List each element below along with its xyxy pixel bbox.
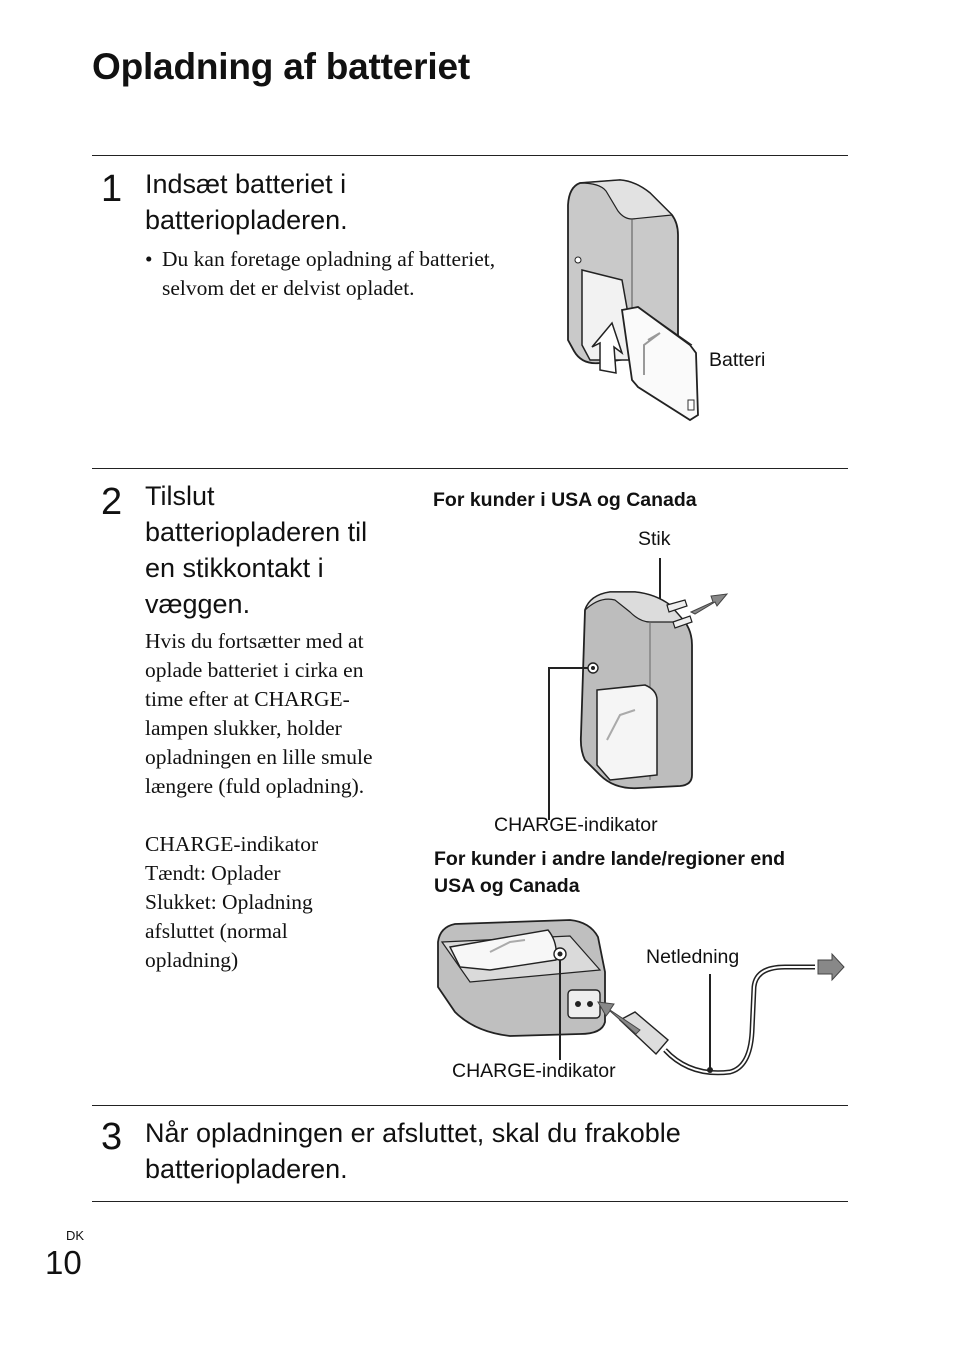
power-cord-label: Netledning	[646, 946, 740, 968]
legend-line: CHARGE-indikator	[145, 832, 319, 856]
body-line: Hvis du fortsætter med at	[145, 629, 364, 653]
heading-line: USA og Canada	[434, 875, 580, 897]
cord-charger-illustration	[430, 912, 850, 1082]
language-code: DK	[66, 1228, 85, 1243]
usa-charge-indicator-label: CHARGE-indikator	[494, 814, 658, 836]
heading-line: væggen.	[145, 589, 251, 619]
charger-battery-illustration	[560, 175, 710, 425]
body-line: længere (fuld opladning).	[145, 774, 365, 798]
usa-charger-illustration	[545, 550, 745, 820]
legend-line: afsluttet (normal	[145, 919, 288, 943]
battery-label: Batteri	[709, 349, 766, 371]
usa-heading: For kunder i USA og Canada	[433, 489, 697, 511]
note-line: selvom det er delvist opladet.	[162, 276, 415, 300]
body-line: lampen slukker, holder	[145, 716, 342, 740]
step-2-body	[145, 627, 373, 801]
step-number-2: 2	[101, 481, 123, 523]
bullet-icon: •	[145, 247, 153, 271]
section-divider	[92, 1201, 848, 1202]
section-divider	[92, 155, 848, 156]
body-line: time efter at CHARGE-	[145, 687, 350, 711]
plug-label: Stik	[638, 528, 671, 550]
heading-line: Indsæt batteriet i	[145, 169, 347, 199]
step-1-heading	[145, 166, 348, 238]
legend-line: Slukket: Opladning	[145, 890, 313, 914]
step-number-3: 3	[101, 1116, 123, 1158]
heading-line: batteriopladeren til	[145, 517, 368, 547]
body-line: opladningen en lille smule	[145, 745, 373, 769]
note-line: Du kan foretage opladning af batteriet,	[162, 247, 496, 271]
heading-line: batteriopladeren.	[145, 205, 348, 235]
other-regions-heading	[434, 846, 785, 900]
step-number-1: 1	[101, 168, 123, 210]
heading-line: Når opladningen er afsluttet, skal du frakoble	[145, 1118, 681, 1148]
charge-indicator-legend	[145, 830, 318, 975]
heading-line: Tilslut	[145, 481, 215, 511]
page-title: Opladning af batteriet	[92, 46, 470, 87]
step-2-heading	[145, 478, 367, 622]
legend-line: opladning)	[145, 948, 239, 972]
page-number: 10	[45, 1244, 82, 1281]
section-divider	[92, 1105, 848, 1106]
heading-line: For kunder i andre lande/regioner end	[434, 848, 786, 870]
body-line: oplade batteriet i cirka en	[145, 658, 364, 682]
step-1-note	[145, 245, 495, 303]
heading-line: en stikkontakt i	[145, 553, 324, 583]
step-3-heading	[145, 1115, 681, 1187]
legend-line: Tændt: Oplader	[145, 861, 281, 885]
section-divider	[92, 468, 848, 469]
other-charge-indicator-label: CHARGE-indikator	[452, 1060, 616, 1082]
heading-line: batteriopladeren.	[145, 1154, 348, 1184]
